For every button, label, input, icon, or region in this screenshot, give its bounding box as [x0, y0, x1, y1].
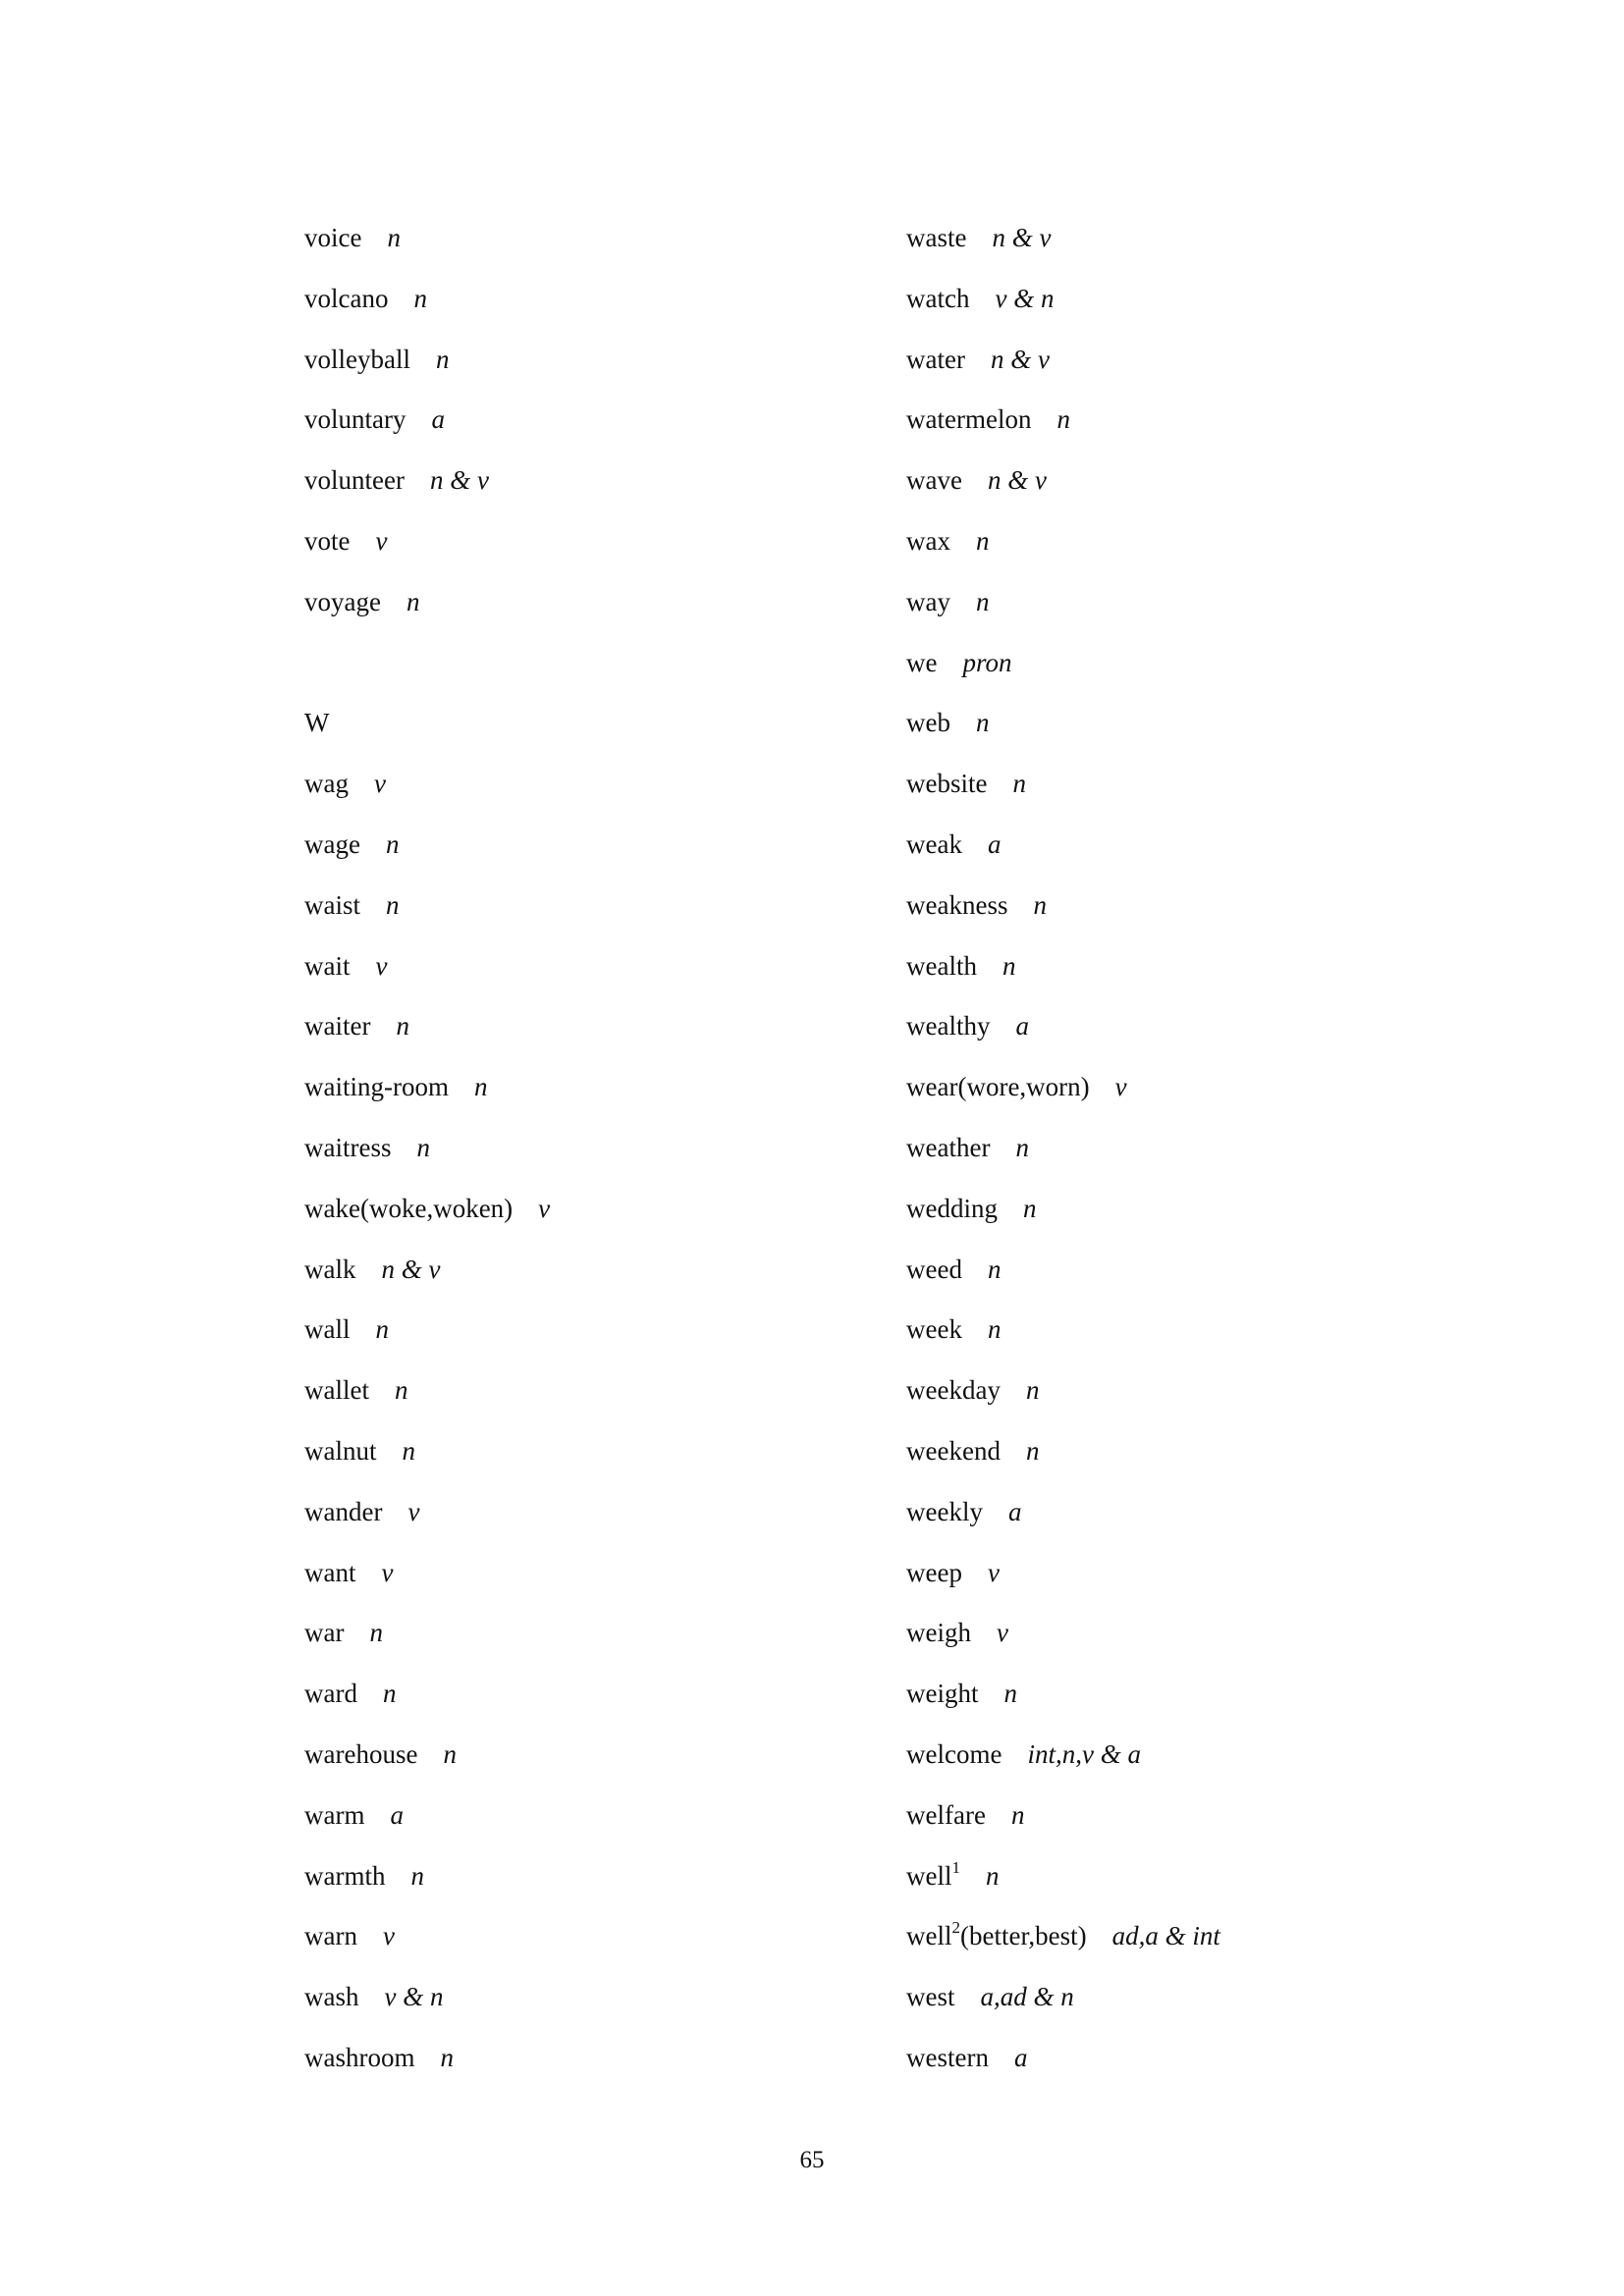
- word-entry: [304, 699, 893, 760]
- word-entry: [304, 2034, 893, 2095]
- part-of-speech: n: [473, 1072, 488, 1102]
- headword: wax: [906, 525, 950, 556]
- word-entry: [906, 1124, 1495, 1185]
- headword: weigh: [906, 1618, 971, 1648]
- part-of-speech: n: [382, 1679, 397, 1709]
- part-of-speech: a,ad & n: [980, 1982, 1074, 2012]
- word-entry: [304, 1731, 893, 1791]
- part-of-speech: int,n,v & a: [1027, 1738, 1141, 1769]
- part-of-speech: n: [394, 1375, 408, 1406]
- part-of-speech: ad,a & int: [1111, 1921, 1220, 1951]
- word-entry: [906, 1306, 1495, 1366]
- word-entry: [906, 1063, 1495, 1124]
- headword: walk: [304, 1254, 356, 1284]
- part-of-speech: v: [375, 950, 388, 981]
- homograph-number: 2: [951, 1918, 960, 1938]
- headword: well: [906, 1921, 952, 1951]
- word-entry: [304, 1488, 893, 1549]
- part-of-speech: n: [1010, 1799, 1025, 1830]
- headword: wander: [304, 1496, 383, 1526]
- headword: washroom: [304, 2042, 415, 2072]
- word-entry: [304, 275, 893, 336]
- part-of-speech: n: [369, 1618, 383, 1648]
- homograph-number: 1: [951, 1857, 960, 1877]
- word-entry: [304, 942, 893, 1003]
- part-of-speech: v: [381, 1557, 394, 1587]
- word-entry: [906, 1002, 1495, 1063]
- part-of-speech: a: [987, 828, 1001, 859]
- word-entry: [304, 1063, 893, 1124]
- part-of-speech: v: [373, 769, 386, 799]
- headword: we: [906, 647, 938, 677]
- part-of-speech: n: [1056, 404, 1070, 435]
- word-entry: [304, 1670, 893, 1731]
- word-entry: [304, 336, 893, 397]
- headword: wall: [304, 1314, 351, 1345]
- word-list-right-column: [906, 214, 1495, 2095]
- headword: website: [906, 769, 988, 799]
- word-entry: [304, 214, 893, 275]
- part-of-speech: a: [1013, 2042, 1028, 2072]
- headword: voluntary: [304, 404, 406, 435]
- headword: warmth: [304, 1860, 386, 1891]
- word-entry: [304, 1609, 893, 1670]
- part-of-speech: n: [406, 586, 420, 616]
- part-of-speech: v: [987, 1557, 1000, 1587]
- word-entry: [906, 1488, 1495, 1549]
- headword: welcome: [906, 1738, 1002, 1769]
- word-entry: [304, 1246, 893, 1307]
- headword: wag: [304, 769, 349, 799]
- word-entry: [906, 456, 1495, 517]
- headword: volcano: [304, 283, 389, 313]
- word-entry: [906, 1549, 1495, 1610]
- part-of-speech: v: [375, 525, 388, 556]
- part-of-speech: a: [1007, 1496, 1022, 1526]
- headword: weather: [906, 1132, 991, 1162]
- word-entry: [906, 1185, 1495, 1246]
- headword: weight: [906, 1679, 979, 1709]
- part-of-speech: n: [1033, 889, 1047, 920]
- part-of-speech: n: [435, 344, 450, 374]
- headword: volunteer: [304, 465, 405, 496]
- headword: web: [906, 708, 950, 738]
- word-entry: [304, 760, 893, 821]
- part-of-speech: n: [1025, 1435, 1040, 1466]
- word-entry: [906, 336, 1495, 397]
- word-entry: [304, 1912, 893, 1973]
- headword: western: [906, 2042, 989, 2072]
- word-entry: [304, 1973, 893, 2034]
- part-of-speech: n: [416, 1132, 430, 1162]
- word-entry: [906, 275, 1495, 336]
- word-entry: [906, 396, 1495, 456]
- headword: weekend: [906, 1435, 1001, 1466]
- headword: voyage: [304, 586, 381, 616]
- word-entry: [304, 1124, 893, 1185]
- word-entry: [906, 942, 1495, 1003]
- headword: west: [906, 1982, 955, 2012]
- part-of-speech: v: [407, 1496, 420, 1526]
- word-entry: [906, 214, 1495, 275]
- headword: wedding: [906, 1193, 998, 1223]
- headword: well: [906, 1860, 952, 1891]
- part-of-speech: n: [443, 1738, 457, 1769]
- word-entry: [304, 1549, 893, 1610]
- word-entry: [906, 1791, 1495, 1852]
- part-of-speech: a: [390, 1799, 404, 1830]
- headword: vote: [304, 525, 351, 556]
- headword: wave: [906, 465, 962, 496]
- part-of-speech: a: [431, 404, 445, 435]
- headword: weakness: [906, 889, 1008, 920]
- part-of-speech: n: [1025, 1375, 1040, 1406]
- part-of-speech: n: [413, 283, 427, 313]
- part-of-speech: v: [538, 1193, 551, 1223]
- part-of-speech: v: [996, 1618, 1008, 1648]
- word-entry: [304, 639, 893, 700]
- headword: weak: [906, 828, 962, 859]
- part-of-speech: n: [396, 1011, 409, 1041]
- headword: warm: [304, 1799, 365, 1830]
- headword: war: [304, 1618, 345, 1648]
- headword: welfare: [906, 1799, 986, 1830]
- word-entry: [906, 1670, 1495, 1731]
- word-entry: [304, 881, 893, 942]
- part-of-speech: n: [1015, 1132, 1029, 1162]
- headword: weekday: [906, 1375, 1001, 1406]
- headword: weep: [906, 1557, 962, 1587]
- word-entry: [906, 517, 1495, 578]
- word-entry: [906, 821, 1495, 881]
- part-of-speech: n: [1022, 1193, 1037, 1223]
- part-of-speech: n: [385, 828, 400, 859]
- part-of-speech: n: [1012, 769, 1026, 799]
- word-entry: [906, 639, 1495, 700]
- headword: week: [906, 1314, 962, 1345]
- part-of-speech: n: [440, 2042, 454, 2072]
- word-entry: [304, 1306, 893, 1366]
- part-of-speech: v: [382, 1921, 395, 1951]
- word-entry: [906, 699, 1495, 760]
- word-entry: [304, 1852, 893, 1913]
- word-entry: [304, 1185, 893, 1246]
- part-of-speech: n: [1001, 950, 1016, 981]
- part-of-speech: v & n: [995, 283, 1055, 313]
- headword: water: [906, 344, 965, 374]
- word-entry: [906, 760, 1495, 821]
- headword: wear(wore,worn): [906, 1072, 1090, 1102]
- headword: waiter: [304, 1011, 371, 1041]
- word-entry: [304, 517, 893, 578]
- part-of-speech: n: [410, 1860, 424, 1891]
- word-entry: [906, 1731, 1495, 1791]
- headword: warehouse: [304, 1738, 418, 1769]
- headword: warn: [304, 1921, 357, 1951]
- headword: waist: [304, 889, 360, 920]
- word-entry: [304, 1002, 893, 1063]
- part-of-speech: n: [387, 223, 401, 252]
- headword: weekly: [906, 1496, 983, 1526]
- word-entry: [906, 1609, 1495, 1670]
- part-of-speech: n: [986, 1860, 1000, 1891]
- part-of-speech: n & v: [987, 465, 1047, 496]
- headword: want: [304, 1557, 356, 1587]
- word-entry: [906, 2034, 1495, 2095]
- headword: waste: [906, 223, 967, 252]
- part-of-speech: n: [402, 1435, 415, 1466]
- part-of-speech: n & v: [992, 223, 1052, 252]
- word-entry: [304, 396, 893, 456]
- headword: wage: [304, 828, 360, 859]
- part-of-speech: n: [375, 1314, 389, 1345]
- headword: W: [304, 708, 330, 738]
- headword: way: [906, 586, 950, 616]
- headword: wake(woke,woken): [304, 1193, 514, 1223]
- headword: weed: [906, 1254, 962, 1284]
- word-list-left-column: [304, 214, 893, 2095]
- word-entry: [304, 1366, 893, 1427]
- part-of-speech: n: [1003, 1679, 1017, 1709]
- part-of-speech: n: [386, 889, 400, 920]
- headword: wealth: [906, 950, 977, 981]
- word-entry: [906, 881, 1495, 942]
- headword: voice: [304, 223, 362, 252]
- part-of-speech: n & v: [429, 465, 489, 496]
- headword: wait: [304, 950, 351, 981]
- part-of-speech: a: [1015, 1011, 1029, 1041]
- word-entry: [304, 578, 893, 639]
- headword: volleyball: [304, 344, 410, 374]
- part-of-speech: v: [1114, 1072, 1127, 1102]
- headword: watermelon: [906, 404, 1032, 435]
- headword: ward: [304, 1679, 357, 1709]
- headword: wallet: [304, 1375, 369, 1406]
- part-of-speech: v & n: [384, 1982, 444, 2012]
- word-entry: [906, 1852, 1495, 1913]
- headword: waiting-room: [304, 1072, 449, 1102]
- word-entry: [906, 1366, 1495, 1427]
- headword: wealthy: [906, 1011, 991, 1041]
- word-entry: [906, 1246, 1495, 1307]
- part-of-speech: n: [987, 1254, 1001, 1284]
- part-of-speech: n: [975, 586, 990, 616]
- page-number: 65: [799, 2147, 825, 2173]
- part-of-speech: n: [987, 1314, 1001, 1345]
- headword: walnut: [304, 1435, 377, 1466]
- headword: wash: [304, 1982, 359, 2012]
- word-entry: [906, 1973, 1495, 2034]
- word-entry: [906, 578, 1495, 639]
- headword: watch: [906, 283, 970, 313]
- part-of-speech: n & v: [381, 1254, 441, 1284]
- part-of-speech: pron: [962, 647, 1012, 677]
- part-of-speech: n: [975, 525, 990, 556]
- inflected-forms: (better,best): [960, 1921, 1087, 1951]
- word-entry: [906, 1427, 1495, 1488]
- word-entry: [906, 1912, 1495, 1973]
- part-of-speech: n & v: [990, 344, 1050, 374]
- headword: waitress: [304, 1132, 392, 1162]
- word-entry: [304, 456, 893, 517]
- word-entry: [304, 1427, 893, 1488]
- word-entry: [304, 821, 893, 881]
- word-entry: [304, 1791, 893, 1852]
- part-of-speech: n: [975, 708, 990, 738]
